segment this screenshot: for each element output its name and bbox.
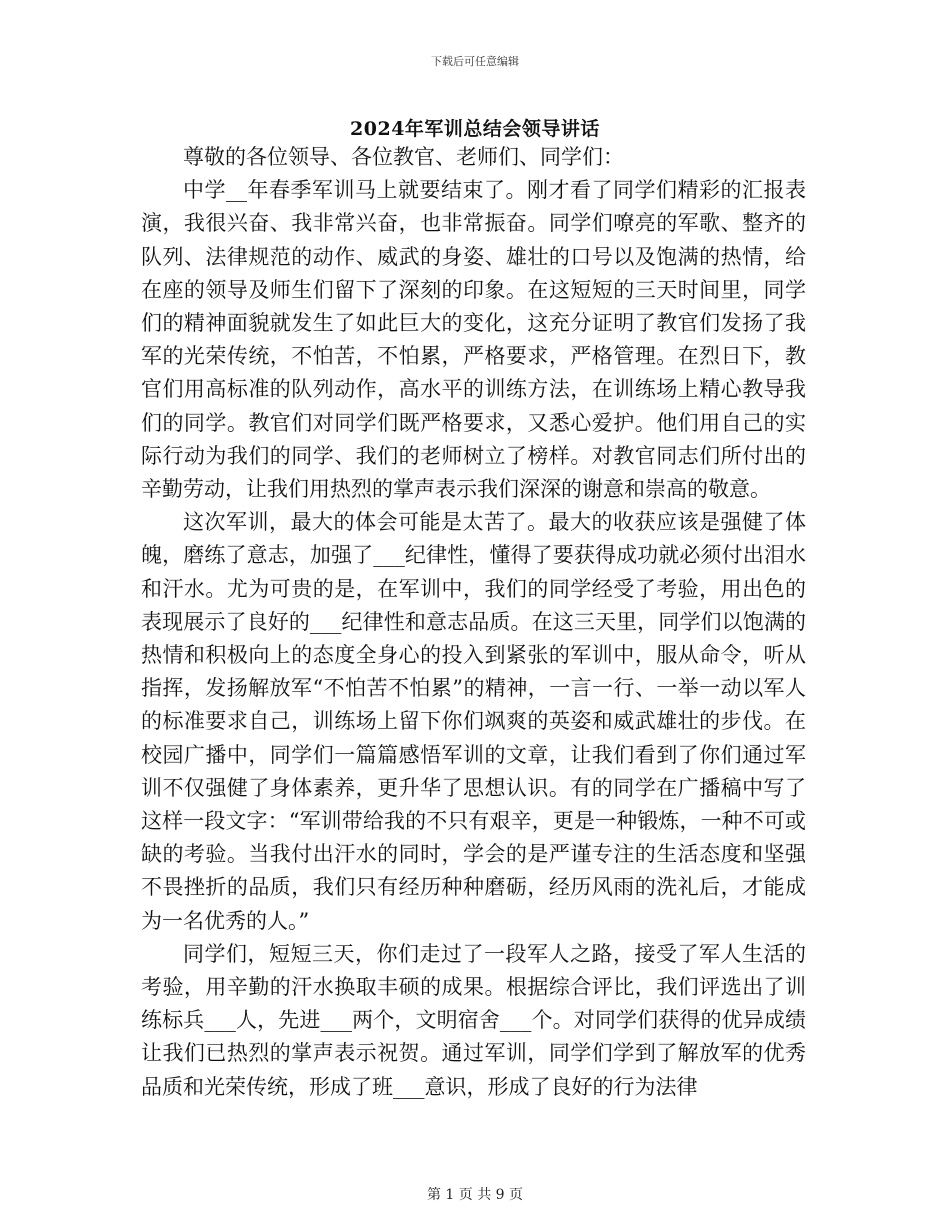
paragraph: 这次军训，最大的体会可能是太苦了。最大的收获应该是强健了体魄，磨练了意志，加强了___纪律性，懂得了要获得成功就必须付出泪水和汗水。尤为可贵的是，在军训中，我们的同学经受了考验，用出色的表现展示了良好的___纪律性和意志品质。在这三天里，同学们以饱满的热情和积极向上的态度全身心的投入到紧张的军训中，服从命令，听从指挥，发扬解放军“不怕苦不怕累”的精神，一言一行、一举一动以军人的标准要求自己，训练场上留下你们飒爽的英姿和威武雄壮的步伐。在校园广播中，同学们一篇篇感悟军训的文章，让我们看到了你们通过军训不仅强健了身体素养，更升华了思想认识。有的同学在广播稿中写了这样一段文字：“军训带给我的不只有艰辛，更是一种锻炼，一种不可或缺的考验。当我付出汗水的同时，学会的是严谨专注的生活态度和坚强不畏挫折的品质，我们只有经历种种磨砺，经历风雨的洗礼后，才能成为一名优秀的人。” [141, 510, 806, 933]
paragraph: 中学__年春季军训马上就要结束了。刚才看了同学们精彩的汇报表演，我很兴奋、我非常兴奋，也非常振奋。同学们嘹亮的军歌、整齐的队列、法律规范的动作、威武的身姿、雄壮的口号以及饱满的热情，给在座的领导及师生们留下了深刻的印象。在这短短的三天时间里，同学们的精神面貌就发生了如此巨大的变化，这充分证明了教官们发扬了我军的光荣传统，不怕苦，不怕累，严格要求，严格管理。在烈日下，教官们用高标准的队列动作，高水平的训练方法，在训练场上精心教导我们的同学。教官们对同学们既严格要求，又悉心爱护。他们用自己的实际行动为我们的同学、我们的老师树立了榜样。对教官同志们所付出的辛勤劳动，让我们用热烈的掌声表示我们深深的谢意和崇高的敬意。 [141, 178, 806, 502]
paragraph: 同学们，短短三天，你们走过了一段军人之路，接受了军人生活的考验，用辛勤的汗水换取丰硕的成果。根据综合评比，我们评选出了训练标兵___人，先进___两个，文明宿舍___个。对同学们获得的优异成绩让我们已热烈的掌声表示祝贺。通过军训，同学们学到了解放军的优秀品质和光荣传统，形成了班___意识，形成了良好的行为法律 [141, 941, 806, 1099]
page-number: 第 1 页 共 9 页 [426, 1187, 524, 1203]
document-body [141, 141, 806, 1104]
document-title: 2024年军训总结会领导讲话 [350, 118, 600, 140]
paragraph-salutation: 尊敬的各位领导、各位教官、老师们、同学们： [183, 145, 624, 169]
header-note: 下载后可任意编辑 [431, 55, 519, 68]
